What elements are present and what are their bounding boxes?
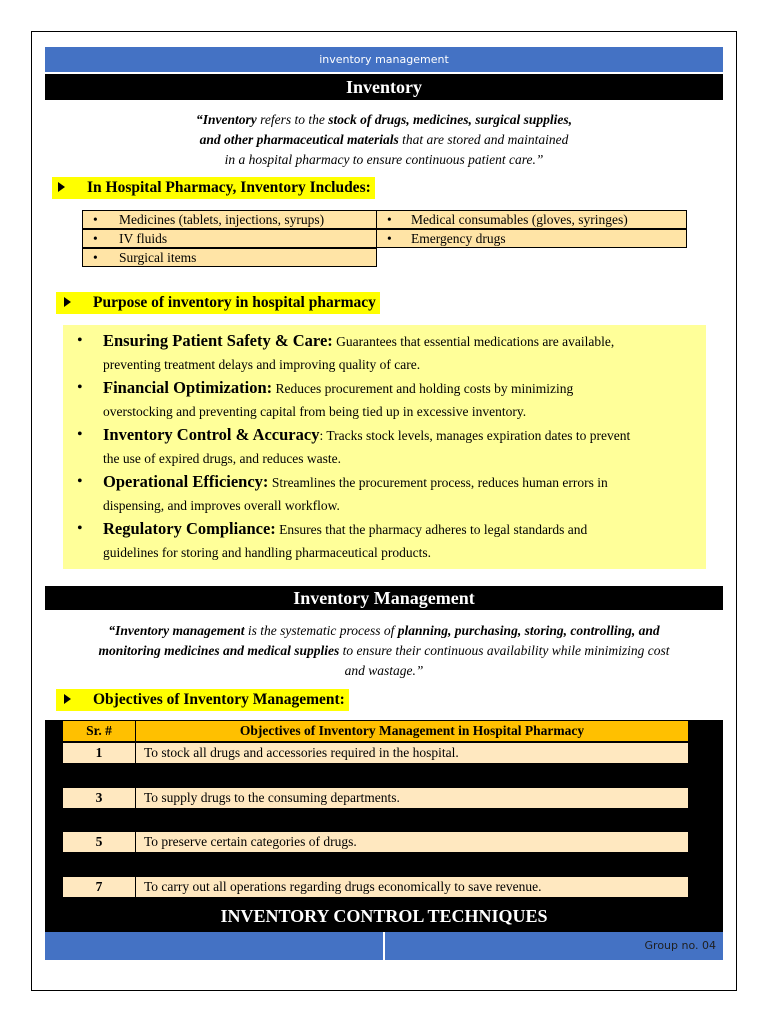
row-objective: To supply drugs to the consuming departments.: [144, 790, 400, 805]
includes-item: [82, 248, 377, 267]
purpose-heading: [56, 292, 380, 314]
purpose-item-text: overstocking and preventing capital from being tied up in excessive inventory.: [103, 404, 527, 419]
bullet: •: [387, 212, 392, 227]
quote-term: Inventory: [202, 112, 257, 127]
quote-text: is the systematic process of: [244, 623, 398, 638]
includes-item-text: Surgical items: [119, 250, 197, 265]
table-row: [62, 876, 689, 898]
objectives-table-header: [62, 720, 689, 742]
purpose-item-title: Regulatory Compliance:: [103, 519, 276, 538]
purpose-item-text: Reduces procurement and holding costs by minimizing: [272, 381, 574, 396]
arrow-right-icon: [64, 297, 71, 307]
includes-item: [376, 229, 687, 248]
bullet: •: [77, 473, 83, 490]
arrow-right-icon: [58, 182, 65, 192]
bullet: •: [77, 332, 83, 349]
row-objective: To preserve certain categories of drugs.: [144, 834, 357, 849]
quote-bold: monitoring medicines and medical supplies: [98, 643, 340, 658]
includes-item: [82, 210, 377, 229]
includes-item-text: Emergency drugs: [411, 231, 506, 246]
purpose-item-title: Operational Efficiency:: [103, 472, 269, 491]
purpose-item-text: guidelines for storing and handling pharmaceutical products.: [103, 545, 432, 560]
column-header-sr: Sr. #: [63, 721, 136, 741]
footer-divider: [383, 932, 385, 960]
objectives-heading: [56, 689, 349, 711]
techniques-title: [45, 903, 723, 929]
purpose-item-text: preventing treatment delays and improving quality of care.: [103, 357, 421, 372]
bullet: •: [93, 231, 98, 246]
purpose-item-text: : Tracks stock levels, manages expiration dates to prevent: [319, 428, 631, 443]
row-objective: To carry out all operations regarding drugs economically to save revenue.: [144, 879, 542, 894]
row-number: 5: [63, 832, 136, 852]
purpose-item-text: Guarantees that essential medications are available,: [332, 334, 615, 349]
purpose-heading-text: Purpose of inventory in hospital pharmacy: [93, 294, 376, 311]
quote-text: in a hospital pharmacy to ensure continuous patient care.”: [224, 152, 544, 167]
table-row: [62, 787, 689, 809]
techniques-title-text: INVENTORY CONTROL TECHNIQUES: [220, 906, 548, 926]
purpose-list-box: [63, 325, 706, 569]
purpose-item: [63, 423, 693, 470]
purpose-item: [63, 329, 693, 376]
inventory-title: Inventory: [346, 77, 422, 97]
bullet: •: [93, 250, 98, 265]
purpose-item: [63, 470, 693, 517]
footer-group-label: Group no. 04: [644, 939, 716, 952]
management-title-bar: [45, 586, 723, 610]
quote-open: “: [108, 623, 116, 638]
purpose-item-title: Inventory Control & Accuracy: [103, 425, 320, 444]
row-number: 1: [63, 743, 136, 763]
quote-text: refers to the: [256, 112, 329, 127]
bullet: •: [93, 212, 98, 227]
purpose-item-text: the use of expired drugs, and reduces waste.: [103, 451, 342, 466]
includes-item: [376, 210, 687, 229]
management-title: Inventory Management: [293, 588, 475, 608]
includes-heading: [52, 177, 375, 199]
row-number: 3: [63, 788, 136, 808]
objectives-heading-text: Objectives of Inventory Management:: [93, 691, 345, 708]
quote-text: that are stored and maintained: [398, 132, 569, 147]
management-definition: [45, 621, 723, 681]
quote-term: Inventory management: [115, 623, 245, 638]
bullet: •: [77, 426, 83, 443]
includes-item-text: Medicines (tablets, injections, syrups): [119, 212, 325, 227]
includes-heading-text: In Hospital Pharmacy, Inventory Includes:: [87, 179, 371, 196]
bullet: •: [387, 231, 392, 246]
inventory-definition: [45, 110, 723, 170]
arrow-right-icon: [64, 694, 71, 704]
row-number: 7: [63, 877, 136, 897]
purpose-item: [63, 376, 693, 423]
quote-text: and wastage.”: [344, 663, 424, 678]
quote-text: to ensure their continuous availability while minimizing cost: [339, 643, 670, 658]
purpose-list: [63, 329, 693, 564]
table-row: [62, 831, 689, 853]
purpose-item: [63, 517, 693, 564]
quote-bold: stock of drugs, medicines, surgical supplies,: [328, 112, 572, 127]
quote-open: “: [195, 112, 203, 127]
header-title: inventory management: [319, 53, 449, 66]
purpose-item-text: dispensing, and improves overall workflow.: [103, 498, 340, 513]
document-header: [45, 47, 723, 72]
quote-bold: and other pharmaceutical materials: [199, 132, 399, 147]
purpose-item-title: Financial Optimization:: [103, 378, 273, 397]
includes-item-text: Medical consumables (gloves, syringes): [411, 212, 628, 227]
includes-item: [82, 229, 377, 248]
column-header-objective: Objectives of Inventory Management in Hospital Pharmacy: [239, 723, 585, 738]
includes-item-text: IV fluids: [119, 231, 168, 246]
purpose-item-text: Streamlines the procurement process, reduces human errors in: [268, 475, 608, 490]
quote-bold: planning, purchasing, storing, controlling, and: [397, 623, 660, 638]
purpose-item-text: Ensures that the pharmacy adheres to legal standards and: [275, 522, 588, 537]
row-objective: To stock all drugs and accessories required in the hospital.: [144, 745, 459, 760]
purpose-item-title: Ensuring Patient Safety & Care:: [103, 331, 333, 350]
table-row: [62, 742, 689, 764]
bullet: •: [77, 520, 83, 537]
bullet: •: [77, 379, 83, 396]
inventory-title-bar: [45, 74, 723, 100]
